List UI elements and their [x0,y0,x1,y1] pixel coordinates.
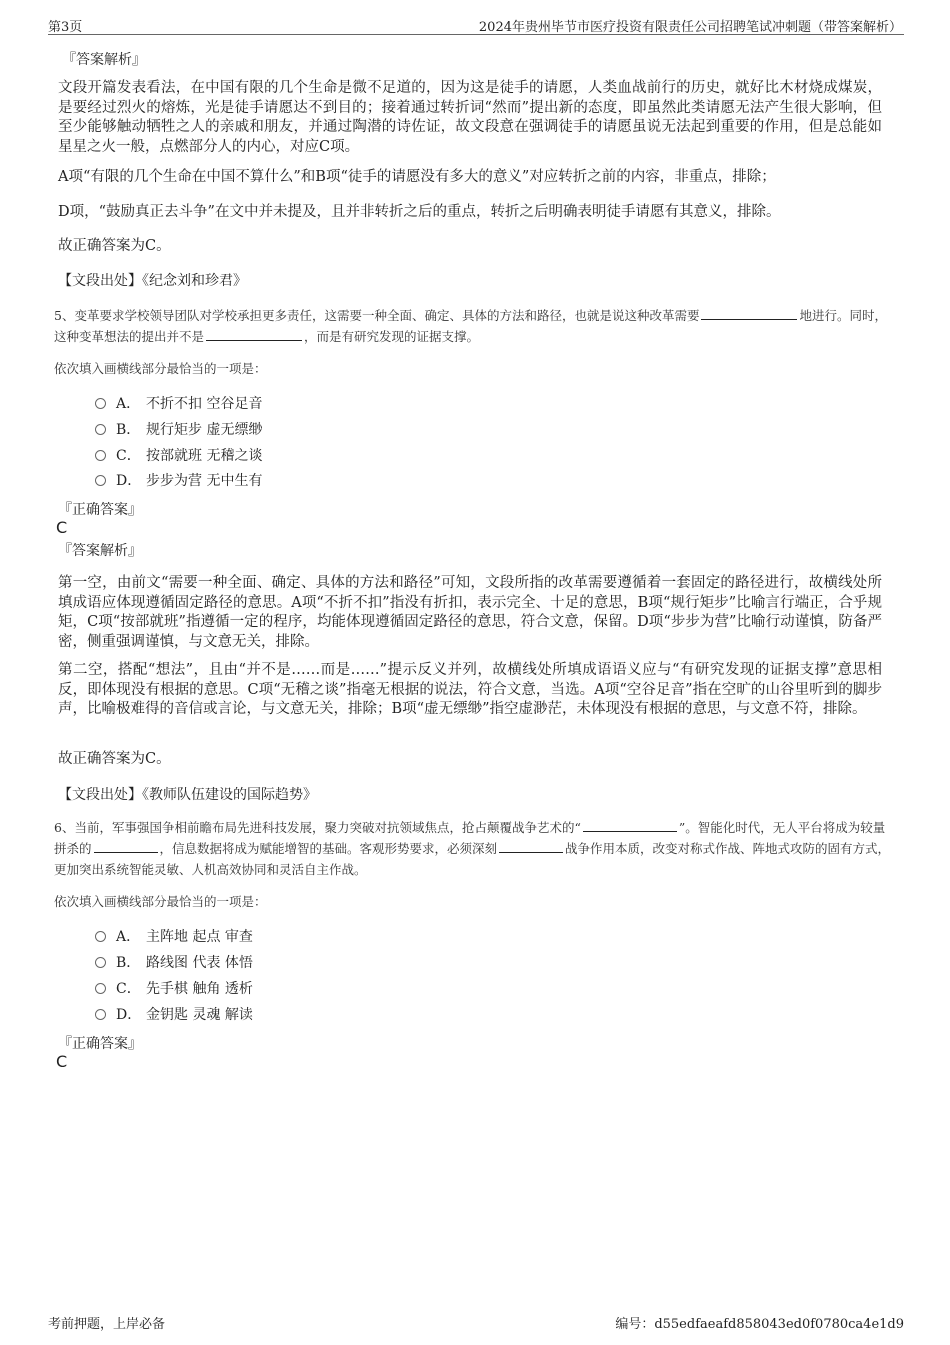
q6-answer: C [56,1052,68,1071]
q6-stem: 6、当前，军事强国争相前瞻布局先进科技发展，聚力突破对抗领域焦点，抢占颠覆战争艺术的“ ”。智能化时代，无人平台将成为较量拼杀的 ，信息数据将成为赋能增智的基础。客观形势要求，必须深刻 战争作用本质，改变对称式作战、阵地式攻防的固有方式，更加突出系统智能灵敏、人机高效协同和灵活自主作战。 [54,820,891,877]
q5-analysis-paragraph-1: 第一空，由前文“需要一种全面、确定、具体的方法和路径”可知，文段所指的改革需要遵循着一套固定的路径进行，故横线处所填成语应体现遵循固定路径的意思。A项“不折不扣”指没有折扣，表示完全、十足的意思，B项“规行矩步”比喻言行端正，合乎规矩，C项“按部就班”指遵循一定的程序，均能体现遵循固定路径的意思，符合文意，保留。D项“步步为营”比喻行动谨慎，防备严密，侧重强调谨慎，与文意无关，排除。 [58,575,882,650]
q4-analysis-paragraph-1: 文段开篇发表看法，在中国有限的几个生命是微不足道的，因为这是徒手的请愿，人类血战前行的历史，就好比木材烧成煤炭，是要经过烈火的熔炼，光是徒手请愿达不到目的；接着通过转折词“然而”提出新的态度，即虽然此类请愿无法产生很大影响，但至少能够触动牺牲之人的亲戚和朋友，并通过陶潜的诗佐证，故文段意在强调徒手的请愿虽说无法起到重要的作用，但是总能如星星之火一般，点燃部分人的内心，对应C项。 [58,80,882,155]
q4-conclusion: 故正确答案为C。 [58,238,171,254]
radio-icon[interactable] [95,1009,106,1020]
q6-option-d[interactable]: D． 金钥匙 灵魂 解读 [95,1004,253,1026]
radio-icon[interactable] [95,957,106,968]
q5-blank-1 [701,307,797,320]
q5-answer-label: 『正确答案』 [58,502,142,518]
document-id: 编号：d55edfaeafd858043ed0f0780ca4e1d9 [615,1317,904,1332]
q5-stem: 5、变革要求学校领导团队对学校承担更多责任，这需要一种全面、确定、具体的方法和路径，也就是说这种改革需要 地进行。同时，这种变革想法的提出并不是 ，而是有研究发现的证据支撑。 [54,308,887,344]
q5-analysis-label: 『答案解析』 [58,543,142,559]
document-title: 2024年贵州毕节市医疗投资有限责任公司招聘笔试冲刺题（带答案解析） [478,20,902,35]
radio-icon[interactable] [95,983,106,994]
q5-analysis-paragraph-2: 第二空，搭配“想法”，且由“并不是……而是……”提示反义并列，故横线处所填成语语义应与“有研究发现的证据支撑”意思相反，即体现没有根据的意思。C项“无稽之谈”指毫无根据的说法，符合文意，当选。A项“空谷足音”指在空旷的山谷里听到的脚步声，比喻极难得的音信或言论，与文意无关，排除；B项“虚无缥缈”指空虚渺茫，未体现没有根据的意思，与文意不符，排除。 [58,662,882,717]
q5-option-c[interactable]: C． 按部就班 无稽之谈 [95,445,262,467]
radio-icon[interactable] [95,424,106,435]
radio-icon[interactable] [95,475,106,486]
q5-option-d[interactable]: D． 步步为营 无中生有 [95,470,262,492]
q5-prompt: 依次填入画横线部分最恰当的一项是： [54,361,267,376]
q5-answer: C [56,518,68,537]
q5-option-a[interactable]: A． 不折不扣 空谷足音 [95,393,262,415]
q6-blank-1 [583,819,677,832]
q5-conclusion: 故正确答案为C。 [58,751,171,767]
q5-blank-2 [206,328,302,341]
q6-answer-label: 『正确答案』 [58,1036,142,1052]
q6-prompt: 依次填入画横线部分最恰当的一项是： [54,894,267,909]
radio-icon[interactable] [95,398,106,409]
q6-option-a[interactable]: A． 主阵地 起点 审查 [95,926,253,948]
page-number: 第3页 [48,20,83,35]
q4-analysis-paragraph-2: A项“有限的几个生命在中国不算什么”和B项“徒手的请愿没有多大的意义”对应转折之前的内容，非重点，排除； [58,169,776,185]
page-header [48,14,904,35]
q4-analysis-paragraph-3: D项，“鼓励真正去斗争”在文中并未提及，且并非转折之后的重点，转折之后明确表明徒手请愿有其意义，排除。 [58,204,781,220]
q5-source: 【文段出处】《教师队伍建设的国际趋势》 [58,787,317,803]
q6-option-c[interactable]: C． 先手棋 触角 透析 [95,978,253,1000]
radio-icon[interactable] [95,450,106,461]
q6-blank-3 [499,840,563,853]
q5-option-b[interactable]: B． 规行矩步 虚无缥缈 [95,419,262,441]
radio-icon[interactable] [95,931,106,942]
q6-blank-2 [94,840,158,853]
footer-slogan: 考前押题，上岸必备 [48,1317,166,1332]
q6-option-b[interactable]: B． 路线图 代表 体悟 [95,952,253,974]
q4-analysis-label: 『答案解析』 [62,52,146,68]
q4-source: 【文段出处】《纪念刘和珍君》 [58,273,247,289]
